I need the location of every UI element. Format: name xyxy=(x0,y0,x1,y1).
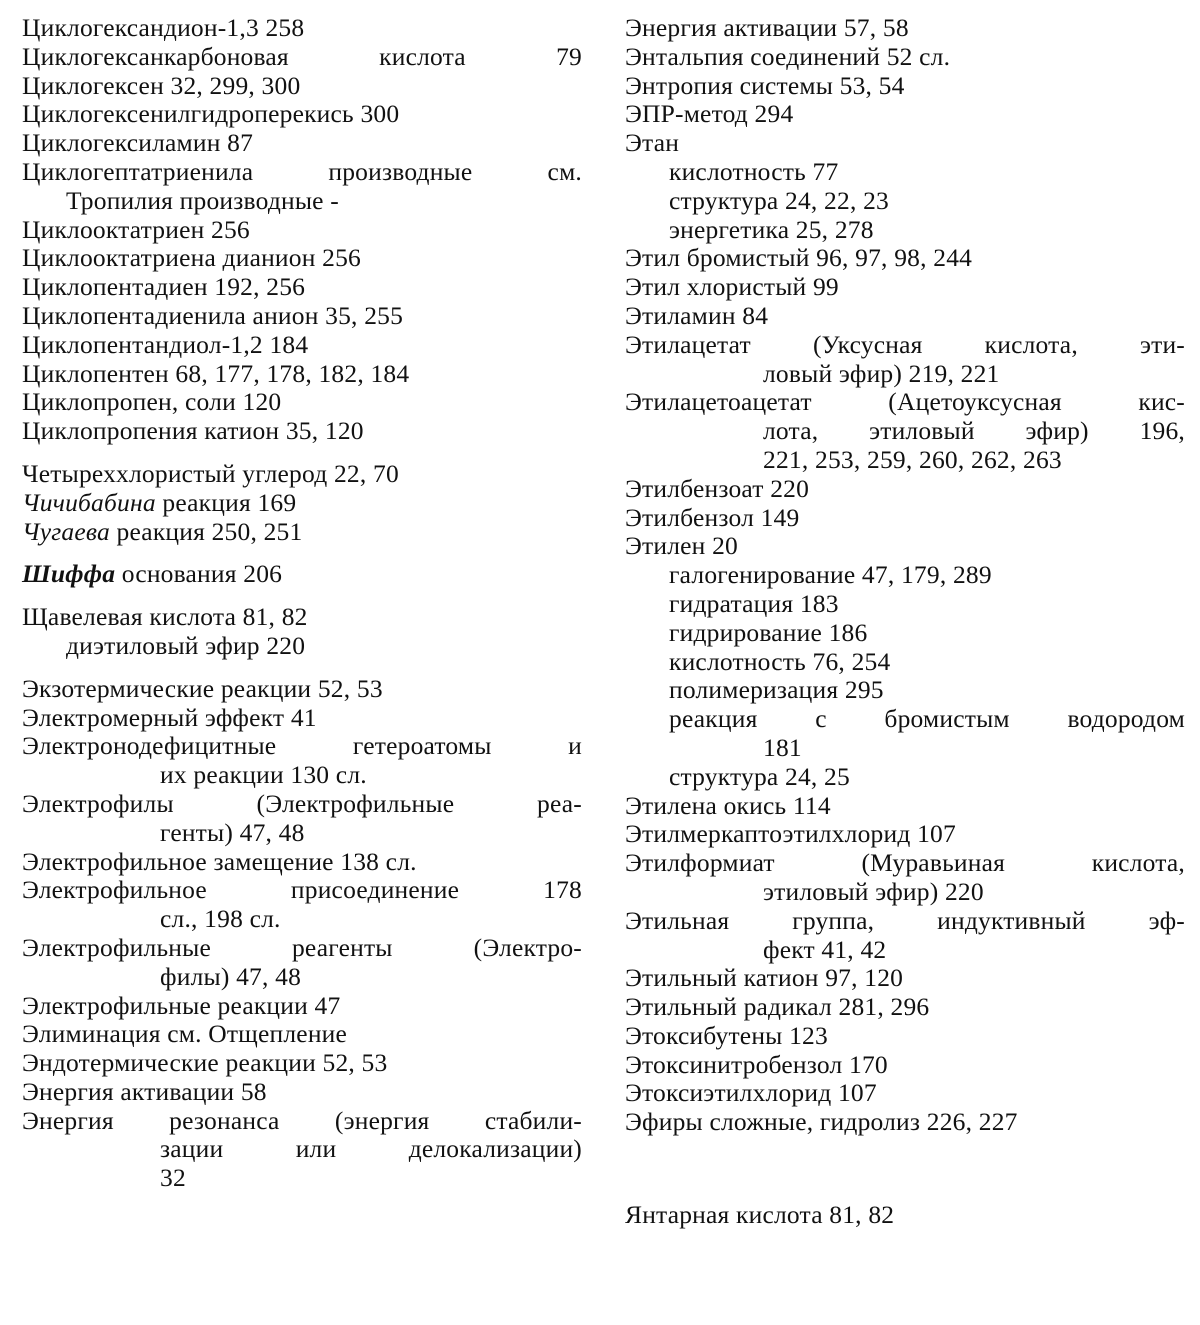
index-subentry: структура 24, 22, 23 xyxy=(669,185,889,215)
index-entry: Этилена окись 114 xyxy=(625,790,831,820)
index-subentry: 221, 253, 259, 260, 262, 263 xyxy=(763,444,1062,474)
index-entry: Энергия активации 58 xyxy=(22,1076,267,1106)
index-subentry: 181 xyxy=(763,732,802,762)
index-entry: Этильный катион 97, 120 xyxy=(625,963,904,993)
index-entry: Энергия активации 57, 58 xyxy=(625,13,909,42)
index-subentry: структура 24, 25 xyxy=(669,761,850,791)
index-entry: Циклогексанкарбоновая кислота 79 xyxy=(22,41,582,71)
index-entry: Экзотермические реакции 52, 53 xyxy=(22,673,383,703)
index-entry: Электрофильные реакции 47 xyxy=(22,990,341,1020)
index-subentry: ловый эфир) 219, 221 xyxy=(763,358,1000,388)
index-entry: Циклооктатриен 256 xyxy=(22,214,250,244)
index-entry: Этоксинитробензол 170 xyxy=(625,1049,888,1079)
index-subentry: генты) 47, 48 xyxy=(160,817,305,847)
index-entry: Этиламин 84 xyxy=(625,300,769,330)
index-entry: Этоксиэтилхлорид 107 xyxy=(625,1078,877,1108)
index-entry: Энергия резонанса (энергия стабили- xyxy=(22,1105,582,1135)
index-entry: Циклогексенилгидроперекись 300 xyxy=(22,99,400,129)
index-subentry: энергетика 25, 278 xyxy=(669,214,874,244)
index-subentry: 32 xyxy=(160,1163,186,1193)
index-entry: Электрофильные реагенты (Электро- xyxy=(22,932,582,962)
index-entry: Энтальпия соединений 52 сл. xyxy=(625,41,951,71)
index-subentry: диэтиловый эфир 220 xyxy=(66,630,306,660)
index-entry: Этилформиат (Муравьиная кислота, xyxy=(625,848,1185,878)
index-entry: ЭПР-метод 294 xyxy=(625,99,794,129)
section-gap xyxy=(22,661,582,675)
index-entry: Этилацетоацетат (Ацетоуксусная кис- xyxy=(625,387,1185,417)
index-entry: Циклогексиламин 87 xyxy=(22,128,254,158)
index-subentry: гидратация 183 xyxy=(669,588,839,618)
index-entry: Этилен 20 xyxy=(625,531,738,561)
index-subentry: их реакции 130 сл. xyxy=(160,760,367,790)
entry-author-name: Чичибабина xyxy=(22,487,156,517)
index-entry: Эфиры сложные, гидролиз 226, 227 xyxy=(625,1107,1018,1137)
index-entry: Четыреххлористый углерод 22, 70 xyxy=(22,458,399,488)
index-subentry: этиловый эфир) 220 xyxy=(763,876,984,906)
index-entry: Электрофильное замещение 138 сл. xyxy=(22,846,417,876)
index-entry: Электронодефицитные гетероатомы и xyxy=(22,731,582,761)
index-entry: Циклогептатриенила производные см. xyxy=(22,156,582,186)
index-entry: Чичибабина реакция 169 xyxy=(22,487,297,517)
index-entry: Этил бромистый 96, 97, 98, 244 xyxy=(625,243,973,273)
index-subentry: филы) 47, 48 xyxy=(160,961,302,991)
index-entry: Этилбензоат 220 xyxy=(625,473,810,503)
index-entry: Циклопентандиол-1,2 184 xyxy=(22,329,309,359)
index-subentry: полимеризация 295 xyxy=(669,675,884,705)
index-subentry: лота, этиловый эфир) 196, xyxy=(763,416,1185,446)
index-entry: Циклогександион-1,3 258 xyxy=(22,13,305,42)
index-entry: Этилмеркаптоэтилхлорид 107 xyxy=(625,819,956,849)
index-entry: Этилацетат (Уксусная кислота, эти- xyxy=(625,329,1185,359)
index-entry: Энтропия системы 53, 54 xyxy=(625,70,905,100)
index-entry: Янтарная кислота 81, 82 xyxy=(625,1200,895,1230)
index-entry: Циклопропения катион 35, 120 xyxy=(22,416,364,446)
index-entry: Электрофильное присоединение 178 xyxy=(22,875,582,905)
index-entry: Циклогексен 32, 299, 300 xyxy=(22,70,301,100)
index-entry: Этил хлористый 99 xyxy=(625,272,839,302)
index-entry: Циклопентен 68, 177, 178, 182, 184 xyxy=(22,358,410,388)
section-gap xyxy=(22,446,582,460)
index-entry: Циклопентадиен 192, 256 xyxy=(22,272,306,302)
index-entry: Щавелевая кислота 81, 82 xyxy=(22,602,308,632)
index-entry: Циклопропен, соли 120 xyxy=(22,387,282,417)
index-column-right xyxy=(625,14,1185,1230)
section-gap xyxy=(22,589,582,603)
index-subentry: фект 41, 42 xyxy=(763,934,887,964)
index-entry: Электромерный эффект 41 xyxy=(22,702,317,732)
index-subentry: сл., 198 сл. xyxy=(160,904,281,934)
index-subentry: зации или делокализации) xyxy=(160,1134,582,1164)
index-subentry: кислотность 76, 254 xyxy=(669,646,891,676)
index-entry: Этан xyxy=(625,128,680,158)
section-gap xyxy=(625,1137,1185,1201)
index-entry: Этильная группа, индуктивный эф- xyxy=(625,905,1185,935)
index-subentry: кислотность 77 xyxy=(669,156,839,186)
index-entry: Этоксибутены 123 xyxy=(625,1020,828,1050)
index-entry: Эндотермические реакции 52, 53 xyxy=(22,1048,388,1078)
section-gap xyxy=(22,546,582,560)
index-subentry: гидрирование 186 xyxy=(669,617,868,647)
index-subentry: реакция с бромистым водородом xyxy=(669,704,1185,734)
index-subentry: галогенирование 47, 179, 289 xyxy=(669,560,992,590)
index-entry: Циклооктатриена дианион 256 xyxy=(22,243,362,273)
index-entry: Шиффа основания 206 xyxy=(22,559,283,589)
index-entry: Элиминация см. Отщепление xyxy=(22,1019,348,1049)
index-entry: Этилбензол 149 xyxy=(625,502,800,532)
index-entry: Чугаева реакция 250, 251 xyxy=(22,516,303,546)
entry-author-name: Чугаева xyxy=(22,516,110,546)
index-entry: Циклопентадиенила анион 35, 255 xyxy=(22,300,404,330)
entry-author-name: Шиффа xyxy=(22,559,116,589)
index-entry: Этильный радикал 281, 296 xyxy=(625,992,930,1022)
index-entry: Электрофилы (Электрофильные реа- xyxy=(22,788,582,818)
index-column-left xyxy=(22,14,582,1193)
index-subentry: Тропилия производные - xyxy=(66,185,339,215)
